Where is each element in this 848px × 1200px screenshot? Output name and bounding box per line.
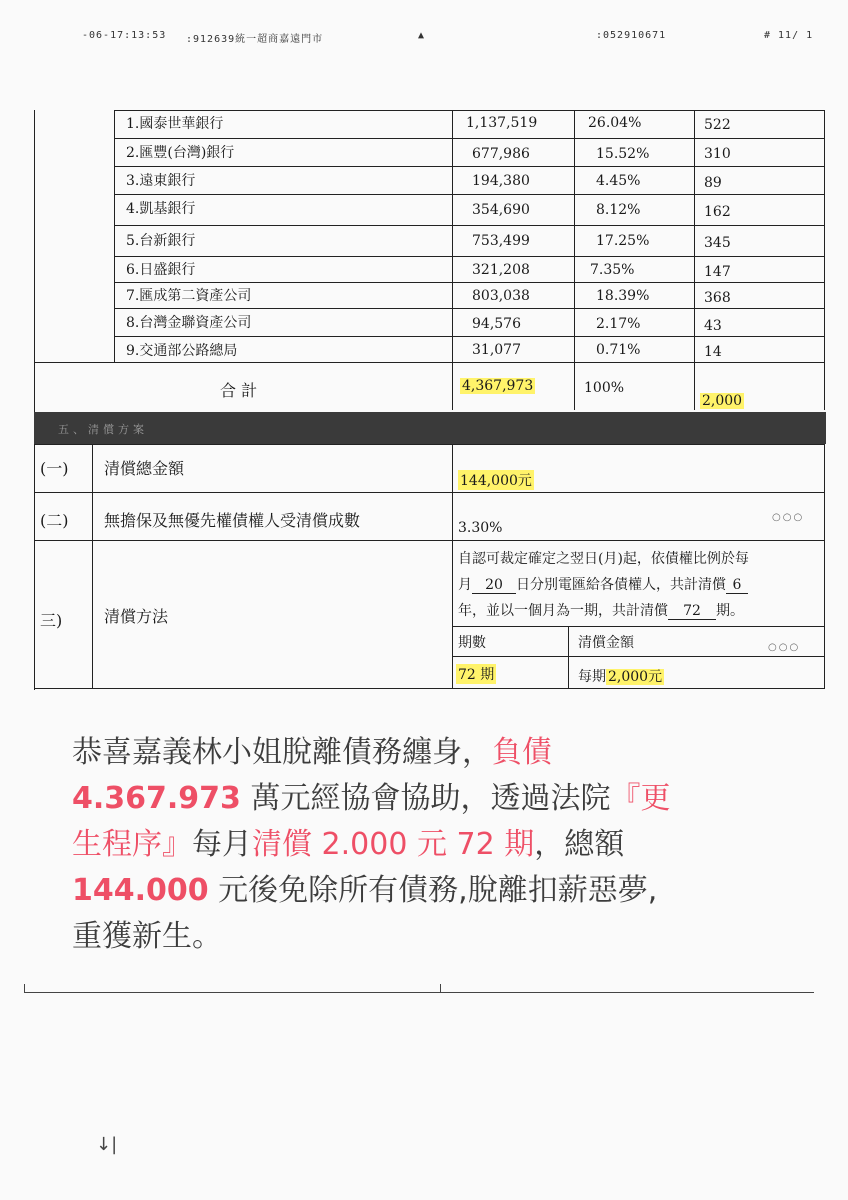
creditor-ratio: 7.35% (590, 262, 635, 278)
bottom-rule (24, 992, 814, 993)
creditor-amount: 321,208 (472, 262, 530, 278)
method-text: 年，並以一個月為一期，共計清償 (458, 603, 668, 619)
creditor-amount: 1,137,519 (466, 115, 538, 131)
periods-value: 72 期 (456, 664, 496, 684)
plan-row-number: 三) (40, 611, 63, 630)
creditor-monthly: 43 (704, 318, 722, 334)
creditor-ratio: 0.71% (596, 342, 641, 358)
total-label: 合 計 (220, 381, 258, 400)
message-line-2 (72, 776, 792, 822)
message-text: 元後免除所有債務,脫離扣薪惡夢, (208, 873, 658, 908)
creditor-monthly: 310 (704, 146, 731, 162)
total-amount: 4,367,973 (462, 378, 534, 394)
creditor-ratio: 4.45% (596, 173, 641, 189)
plan-row-number: (二) (40, 511, 69, 530)
creditor-name: 3.遠東銀行 (126, 173, 196, 189)
creditor-monthly: 522 (704, 117, 731, 133)
fax-number: :052910671 (596, 30, 667, 41)
bottom-rule-tick (440, 984, 441, 993)
method-text: 日分別電匯給各債權人，共計清償 (516, 577, 726, 593)
periods-header: 期數 (458, 635, 486, 651)
congratulations-message (72, 730, 792, 960)
creditor-amount: 94,576 (472, 316, 521, 332)
creditor-name: 9.交通部公路總局 (126, 343, 238, 359)
message-line-5 (72, 914, 792, 960)
installment-amount (578, 666, 664, 686)
message-highlight: 4.367.973 (72, 781, 241, 816)
creditor-monthly: 345 (704, 235, 731, 251)
dotted-stamp-mark: ○○○ (772, 512, 805, 523)
message-text: 萬元經協會協助，透過法院 (240, 781, 611, 816)
method-day: 20 (472, 577, 516, 594)
message-highlight: 『更 (610, 781, 671, 816)
creditor-monthly: 147 (704, 264, 731, 280)
plan-row-value: 144,000元 (458, 470, 534, 490)
plan-row-value: 3.30% (458, 520, 503, 536)
creditor-amount: 354,690 (472, 202, 530, 218)
creditor-amount: 194,380 (472, 173, 530, 189)
message-line-1 (72, 730, 792, 776)
total-monthly: 2,000 (702, 393, 743, 409)
creditor-amount: 677,986 (472, 146, 530, 162)
creditor-name: 2.匯豐(台灣)銀行 (126, 145, 235, 161)
plan-row-label: 清償方法 (104, 607, 169, 626)
method-years: 6 (726, 577, 748, 594)
dotted-stamp-mark: ○○○ (768, 642, 801, 653)
creditor-ratio: 15.52% (596, 146, 650, 162)
section-band (34, 412, 826, 444)
method-description-line-3 (458, 600, 744, 620)
method-periods: 72 (668, 603, 716, 620)
section-band-text: 五、清償方案 (58, 423, 148, 436)
creditor-amount: 753,499 (472, 233, 530, 249)
message-highlight: 生程序』 (72, 827, 192, 862)
creditor-name: 5.台新銀行 (126, 233, 196, 249)
fax-time: -06-17:13:53 (82, 30, 167, 41)
method-text: 期。 (716, 603, 744, 619)
method-text: 月 (458, 577, 472, 593)
method-description-line-2 (458, 574, 748, 594)
creditor-name: 7.匯成第二資產公司 (126, 288, 252, 304)
installment-prefix: 每期 (578, 669, 606, 685)
installment-value: 2,000元 (608, 669, 663, 685)
creditor-monthly: 162 (704, 204, 731, 220)
fax-sender: :912639統一超商嘉遠門市 (186, 34, 324, 45)
fax-header (0, 30, 848, 46)
message-highlight: 144.000 (72, 873, 209, 908)
creditor-name: 1.國泰世華銀行 (126, 116, 224, 132)
message-text: 重獲新生。 (72, 919, 222, 954)
creditor-ratio: 18.39% (596, 288, 650, 304)
message-text: 每月 (192, 827, 252, 862)
bottom-rule-tick (24, 984, 25, 993)
creditor-amount: 31,077 (472, 342, 521, 358)
message-highlight: 清償 2.000 元 72 期 (252, 827, 535, 862)
fax-page: # 11/ 1 (764, 30, 814, 41)
creditor-ratio: 8.12% (596, 202, 641, 218)
creditor-ratio: 26.04% (588, 115, 642, 131)
amount-header: 清償金額 (578, 635, 634, 651)
creditor-monthly: 89 (704, 175, 722, 191)
plan-row-number: (一) (40, 459, 69, 478)
message-text: 恭喜嘉義林小姐脫離債務纏身， (72, 735, 492, 770)
fax-marker: ▲ (418, 30, 426, 41)
creditor-ratio: 17.25% (596, 233, 650, 249)
creditor-name: 8.台灣金聯資產公司 (126, 315, 252, 331)
message-line-4 (72, 868, 792, 914)
total-ratio: 100% (584, 380, 625, 396)
creditor-name: 6.日盛銀行 (126, 262, 196, 278)
creditor-name: 4.凱基銀行 (126, 201, 196, 217)
message-text: ，總額 (534, 827, 625, 862)
plan-row-label: 清償總金額 (104, 459, 185, 478)
message-highlight: 負債 (492, 735, 552, 770)
creditor-monthly: 368 (704, 290, 731, 306)
creditor-ratio: 2.17% (596, 316, 641, 332)
creditor-monthly: 14 (704, 344, 722, 360)
plan-row-label: 無擔保及無優先權債權人受清償成數 (104, 511, 361, 530)
creditor-amount: 803,038 (472, 288, 530, 304)
message-line-3 (72, 822, 792, 868)
footer-mark: ↓| (96, 1134, 118, 1155)
method-description-line-1: 自認可裁定確定之翌日(月)起，依債權比例於每 (458, 551, 749, 567)
